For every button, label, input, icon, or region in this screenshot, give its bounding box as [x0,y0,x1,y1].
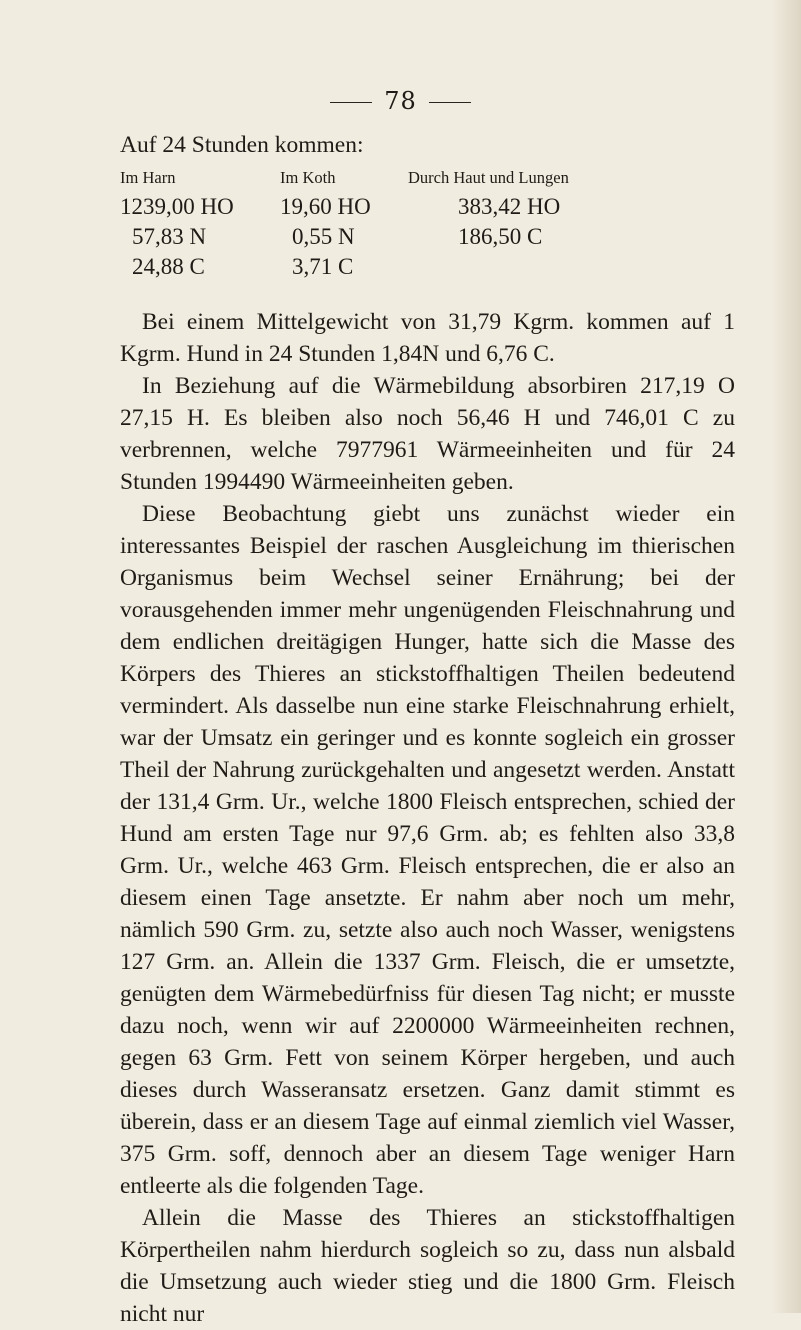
table-cell: 1239,00 HO [120,194,234,219]
page-edge-shadow [771,0,801,1313]
paragraph: Bei einem Mittelgewicht von 31,79 Kgrm. kommen auf 1 Kgrm. Hund in 24 Stunden 1,84N und 6,76 C. [120,309,735,367]
table-cell: 24,88 C [132,254,205,279]
paragraph: Diese Beobachtung giebt uns zunächst wieder ein interessantes Beispiel der raschen Ausgleichung im thierischen Organismus beim Wechsel seiner Ernährung; bei der vorausgehenden immer mehr ungenügenden Fleischnahrung und dem endlichen dreitägigen Hunger, hatte sich die Masse des Körpers des Thieres an stickstoffhaltigen Theilen bedeutend vermindert. Als dasselbe nun eine starke Fleischnahrung erhielt, war der Umsatz ein geringer und es konnte sogleich ein grosser Theil der Nahrung zurückgehalten und angesetzt werden. Anstatt der 131,4 Grm. Ur., welche 1800 Fleisch entsprechen, schied der Hund am ersten Tage nur 97,6 Grm. ab; es fehlten also 33,8 Grm. Ur., welche 463 Grm. Fleisch entsprechen, die er also an diesem einen Tage ansetzte. Er nahm aber noch um mehr, nämlich 590 Grm. zu, setzte also auch noch Wasser, wenigstens 127 Grm. an. Allein die 1337 Grm. Fleisch, die er umsetzte, genügten dem Wärmebedürfniss für diesen Tag nicht; er musste dazu noch, wenn wir auf 2200000 Wärmeeinheiten rechnen, gegen 63 Grm. Fett von seinem Körper hergeben, und auch dieses durch Wasseransatz ersetzen. Ganz damit stimmt es überein, dass er an diesem Tage auf einmal ziemlich viel Wasser, 375 Grm. soff, dennoch aber an diesem Tage weniger Harn entleerte als die folgenden Tage. [120,501,735,1199]
column-head: Im Koth [280,168,336,187]
table-cell: 0,55 N [292,224,355,249]
paragraph: Allein die Masse des Thieres an stickstoffhaltigen Körpertheilen nahm hierdurch sogleich so zu, dass nun alsbald die Umsetzung auch wieder stieg und die 1800 Grm. Fleisch nicht nur [120,1205,735,1327]
table-cell: 383,42 HO [458,194,561,219]
column-koth [280,168,371,282]
table-cell: 3,71 C [292,254,354,279]
header-dash-right [429,102,471,103]
header-dash-left [330,102,372,103]
body-text [120,306,735,1330]
page-header [0,87,801,115]
table-cell: 19,60 HO [280,194,371,219]
column-haut-lungen [408,168,569,252]
page-number: 78 [384,87,417,115]
table-cell: 57,83 N [132,224,207,249]
column-head: Im Harn [120,168,176,187]
intro-line: Auf 24 Stunden kommen: [120,132,364,158]
column-harn [120,168,234,282]
paragraph: In Beziehung auf die Wärmebildung absorbiren 217,19 O 27,15 H. Es bleiben also noch 56,46 H und 746,01 C zu verbrennen, welche 7977961 Wärmeeinheiten und für 24 Stunden 1994490 Wärmeeinheiten geben. [120,373,735,495]
table-cell: 186,50 C [458,224,543,249]
column-head: Durch Haut und Lungen [408,168,569,187]
